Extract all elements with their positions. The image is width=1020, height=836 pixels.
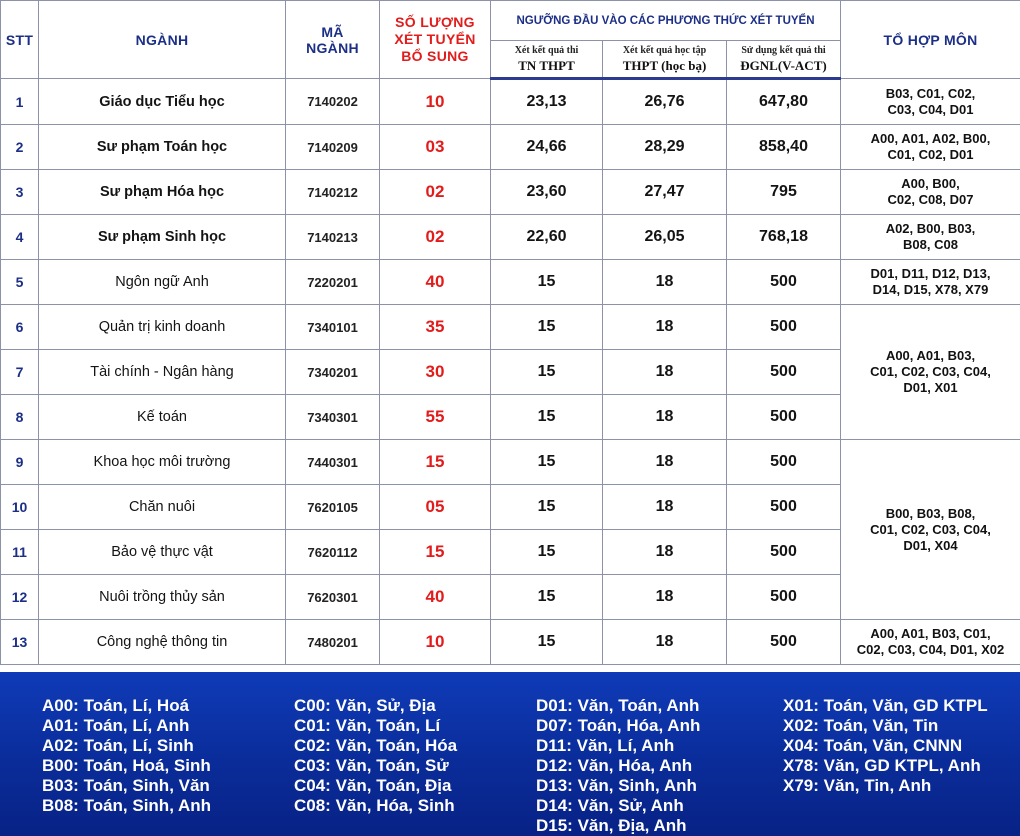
row-stt: 10	[1, 485, 39, 530]
row-stt: 8	[1, 395, 39, 440]
combo-legend	[0, 672, 1020, 836]
row-major-code: 7220201	[286, 260, 380, 305]
row-major-name: Sư phạm Hóa học	[39, 170, 286, 215]
row-stt: 1	[1, 79, 39, 125]
row-major-code: 7140213	[286, 215, 380, 260]
row-major-name: Quản trị kinh doanh	[39, 305, 286, 350]
header-hb-big: THPT (học bạ)	[622, 57, 707, 73]
row-stt: 12	[1, 575, 39, 620]
row-score-tn-thpt: 15	[491, 530, 603, 575]
row-stt: 11	[1, 530, 39, 575]
legend-item: D13: Văn, Sinh, Anh	[536, 776, 697, 795]
legend-item: A02: Toán, Lí, Sinh	[42, 736, 194, 755]
row-stt: 9	[1, 440, 39, 485]
row-score-hoc-ba: 18	[603, 350, 727, 395]
row-major-name: Khoa học môi trường	[39, 440, 286, 485]
legend-item: A01: Toán, Lí, Anh	[42, 716, 190, 735]
row-score-dgnl: 500	[727, 620, 841, 665]
header-ma-line1: MÃ	[321, 23, 344, 40]
row-score-hoc-ba: 18	[603, 260, 727, 305]
row-stt: 7	[1, 350, 39, 395]
row-major-code: 7620112	[286, 530, 380, 575]
row-subject-combo: A00, A01, B03, C01, C02, C03, C04, D01, X02	[841, 620, 1020, 665]
table-row	[1, 125, 1020, 170]
legend-item: D01: Văn, Toán, Anh	[536, 696, 700, 715]
row-stt: 2	[1, 125, 39, 170]
row-score-dgnl: 858,40	[727, 125, 841, 170]
merged-subject-combo: B00, B03, B08, C01, C02, C03, C04, D01, X04	[841, 440, 1020, 620]
header-dgnl-small: Sử dụng kết quả thi	[741, 44, 826, 56]
row-score-hoc-ba: 26,05	[603, 215, 727, 260]
row-major-code: 7140209	[286, 125, 380, 170]
row-quantity: 15	[380, 530, 491, 575]
row-subject-combo: A00, B00, C02, C08, D07	[841, 170, 1020, 215]
table-body	[1, 79, 1020, 665]
table-row	[1, 260, 1020, 305]
row-score-tn-thpt: 15	[491, 350, 603, 395]
row-major-name: Bảo vệ thực vật	[39, 530, 286, 575]
row-major-name: Công nghệ thông tin	[39, 620, 286, 665]
legend-item: D07: Toán, Hóa, Anh	[536, 716, 701, 735]
row-quantity: 40	[380, 575, 491, 620]
legend-item: D15: Văn, Địa, Anh	[536, 816, 687, 835]
row-major-code: 7140202	[286, 79, 380, 125]
row-major-code: 7340201	[286, 350, 380, 395]
row-major-name: Tài chính - Ngân hàng	[39, 350, 286, 395]
table-row	[1, 79, 1020, 125]
legend-item: B03: Toán, Sinh, Văn	[42, 776, 210, 795]
row-score-hoc-ba: 18	[603, 530, 727, 575]
legend-item: X04: Toán, Văn, CNNN	[783, 736, 963, 755]
row-score-dgnl: 795	[727, 170, 841, 215]
row-stt: 5	[1, 260, 39, 305]
row-score-hoc-ba: 18	[603, 395, 727, 440]
table-row	[1, 620, 1020, 665]
legend-item: C08: Văn, Hóa, Sinh	[294, 796, 455, 815]
legend-item: C03: Văn, Toán, Sử	[294, 756, 449, 775]
row-major-code: 7620301	[286, 575, 380, 620]
row-quantity: 02	[380, 215, 491, 260]
row-major-name: Ngôn ngữ Anh	[39, 260, 286, 305]
row-stt: 4	[1, 215, 39, 260]
row-score-dgnl: 500	[727, 575, 841, 620]
legend-item: X01: Toán, Văn, GD KTPL	[783, 696, 988, 715]
row-score-tn-thpt: 15	[491, 620, 603, 665]
row-score-dgnl: 500	[727, 485, 841, 530]
header-stt: STT	[1, 1, 39, 79]
row-score-tn-thpt: 15	[491, 305, 603, 350]
table-row	[1, 170, 1020, 215]
row-score-tn-thpt: 15	[491, 440, 603, 485]
header-so-luong-line1: SỐ LƯỢNG	[395, 14, 475, 30]
row-score-hoc-ba: 27,47	[603, 170, 727, 215]
row-quantity: 03	[380, 125, 491, 170]
legend-item: D12: Văn, Hóa, Anh	[536, 756, 693, 775]
row-score-dgnl: 500	[727, 305, 841, 350]
header-ma-nganh	[286, 1, 380, 79]
header-dgnl	[727, 41, 841, 79]
table-row	[1, 440, 1020, 485]
row-score-tn-thpt: 15	[491, 395, 603, 440]
legend-item: C00: Văn, Sử, Địa	[294, 696, 436, 715]
merged-subject-combo: A00, A01, B03, C01, C02, C03, C04, D01, X01	[841, 305, 1020, 440]
row-subject-combo: B03, C01, C02, C03, C04, D01	[841, 79, 1020, 125]
row-quantity: 10	[380, 620, 491, 665]
table-row	[1, 305, 1020, 350]
legend-item: C01: Văn, Toán, Lí	[294, 716, 441, 735]
row-quantity: 05	[380, 485, 491, 530]
row-score-hoc-ba: 18	[603, 485, 727, 530]
header-so-luong-line3: BỔ SUNG	[401, 48, 469, 64]
row-score-dgnl: 768,18	[727, 215, 841, 260]
row-quantity: 15	[380, 440, 491, 485]
row-score-hoc-ba: 26,76	[603, 79, 727, 125]
header-so-luong-line2: XÉT TUYỂN	[394, 31, 476, 47]
row-score-hoc-ba: 18	[603, 305, 727, 350]
legend-item: X78: Văn, GD KTPL, Anh	[783, 756, 981, 775]
header-to-hop: TỔ HỢP MÔN	[841, 1, 1020, 79]
row-major-code: 7340301	[286, 395, 380, 440]
row-score-tn-thpt: 15	[491, 485, 603, 530]
row-quantity: 02	[380, 170, 491, 215]
table-row	[1, 215, 1020, 260]
row-score-hoc-ba: 28,29	[603, 125, 727, 170]
row-quantity: 30	[380, 350, 491, 395]
row-major-name: Giáo dục Tiểu học	[39, 79, 286, 125]
header-tn-thpt	[491, 41, 603, 79]
header-so-luong	[380, 1, 491, 79]
legend-column-c	[294, 696, 457, 816]
row-major-name: Nuôi trồng thủy sản	[39, 575, 286, 620]
row-score-tn-thpt: 15	[491, 575, 603, 620]
legend-column-x	[783, 696, 988, 796]
row-score-tn-thpt: 23,13	[491, 79, 603, 125]
legend-item: X02: Toán, Văn, Tin	[783, 716, 939, 735]
row-major-name: Kế toán	[39, 395, 286, 440]
legend-item: D11: Văn, Lí, Anh	[536, 736, 675, 755]
legend-item: A00: Toán, Lí, Hoá	[42, 696, 190, 715]
row-major-name: Sư phạm Toán học	[39, 125, 286, 170]
row-subject-combo: A00, A01, A02, B00, C01, C02, D01	[841, 125, 1020, 170]
legend-item: X79: Văn, Tin, Anh	[783, 776, 932, 795]
legend-item: D14: Văn, Sử, Anh	[536, 796, 684, 815]
row-major-name: Sư phạm Sinh học	[39, 215, 286, 260]
header-tn-big: TN THPT	[518, 57, 575, 73]
row-quantity: 10	[380, 79, 491, 125]
row-stt: 13	[1, 620, 39, 665]
header-tn-small: Xét kết quả thi	[514, 44, 579, 56]
row-score-dgnl: 500	[727, 350, 841, 395]
row-score-dgnl: 500	[727, 530, 841, 575]
row-subject-combo: A02, B00, B03, B08, C08	[841, 215, 1020, 260]
row-score-tn-thpt: 24,66	[491, 125, 603, 170]
header-ma-line2: NGÀNH	[306, 39, 359, 56]
row-major-code: 7480201	[286, 620, 380, 665]
header-nguong: NGƯỠNG ĐẦU VÀO CÁC PHƯƠNG THỨC XÉT TUYỂN	[491, 1, 841, 41]
row-major-code: 7340101	[286, 305, 380, 350]
legend-item: C04: Văn, Toán, Địa	[294, 776, 452, 795]
row-score-tn-thpt: 23,60	[491, 170, 603, 215]
legend-item: C02: Văn, Toán, Hóa	[294, 736, 458, 755]
row-quantity: 35	[380, 305, 491, 350]
header-dgnl-big: ĐGNL(V-ACT)	[740, 57, 827, 73]
row-score-hoc-ba: 18	[603, 575, 727, 620]
header-hb-small: Xét kết quả học tập	[622, 44, 707, 56]
header-nganh: NGÀNH	[39, 1, 286, 79]
row-score-tn-thpt: 15	[491, 260, 603, 305]
legend-column-a-b	[42, 696, 211, 816]
row-major-name: Chăn nuôi	[39, 485, 286, 530]
row-stt: 3	[1, 170, 39, 215]
row-score-tn-thpt: 22,60	[491, 215, 603, 260]
row-quantity: 40	[380, 260, 491, 305]
header-hoc-ba	[603, 41, 727, 79]
row-score-dgnl: 500	[727, 395, 841, 440]
legend-column-d	[536, 696, 700, 836]
row-major-code: 7440301	[286, 440, 380, 485]
row-score-hoc-ba: 18	[603, 440, 727, 485]
row-major-code: 7620105	[286, 485, 380, 530]
row-score-dgnl: 500	[727, 260, 841, 305]
row-subject-combo: D01, D11, D12, D13, D14, D15, X78, X79	[841, 260, 1020, 305]
row-quantity: 55	[380, 395, 491, 440]
row-major-code: 7140212	[286, 170, 380, 215]
row-stt: 6	[1, 305, 39, 350]
row-score-dgnl: 500	[727, 440, 841, 485]
row-score-dgnl: 647,80	[727, 79, 841, 125]
row-score-hoc-ba: 18	[603, 620, 727, 665]
legend-item: B08: Toán, Sinh, Anh	[42, 796, 212, 815]
legend-item: B00: Toán, Hoá, Sinh	[42, 756, 211, 775]
